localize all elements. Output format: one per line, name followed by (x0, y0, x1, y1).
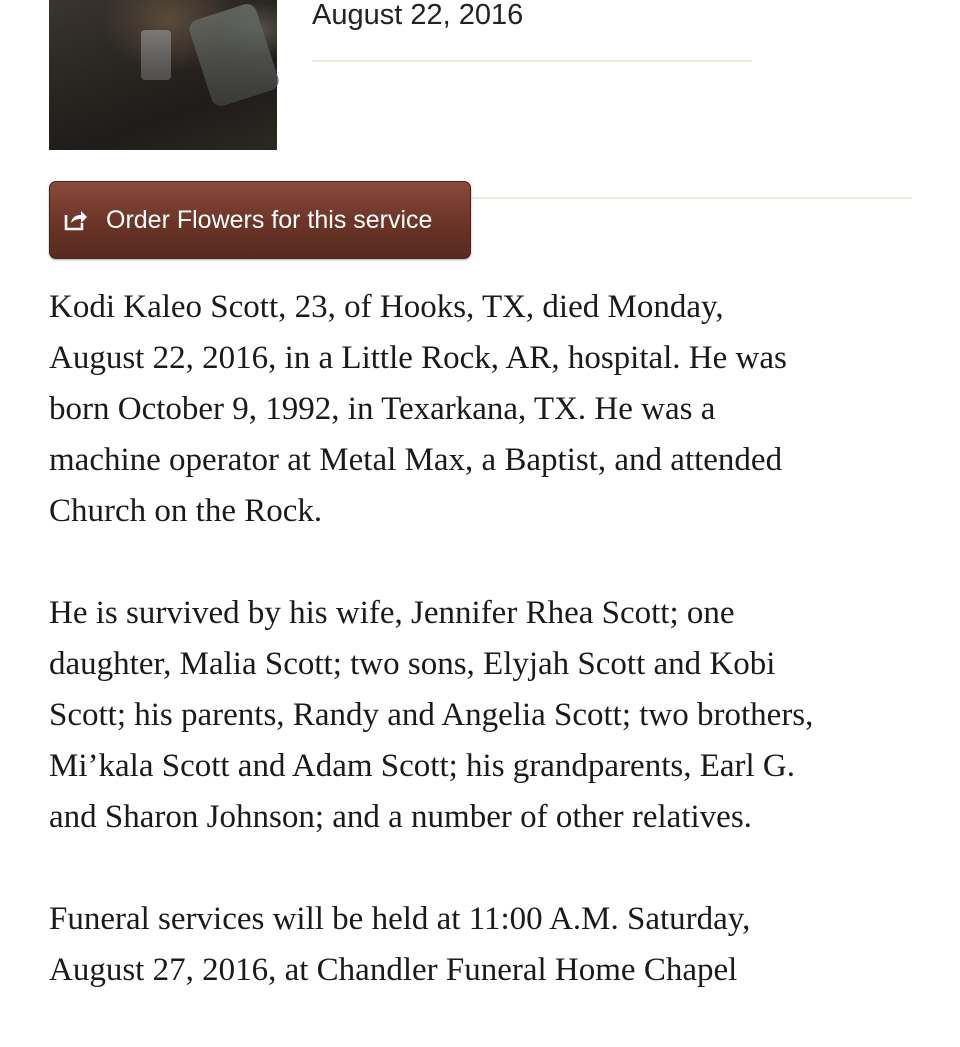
photo-detail (187, 1, 281, 108)
obituary-paragraph: Funeral services will be held at 11:00 A.M. Saturday, August 27, 2016, at Chandler Funeral Home Chapel (49, 901, 751, 988)
date-of-death: August 22, 2016 (312, 0, 524, 31)
obituary-paragraph: Kodi Kaleo Scott, 23, of Hooks, TX, died Monday, August 22, 2016, in a Little Rock, AR, hospital. He was born October 9, 1992, in Texarkana, TX. He was a machine operator at Metal Max, a Baptist, and attended Church on the Rock. (49, 289, 787, 529)
obituary-text (49, 282, 929, 1047)
order-flowers-button[interactable] (49, 181, 471, 259)
photo-detail (141, 30, 171, 80)
share-arrow-icon (62, 206, 90, 234)
divider (470, 197, 912, 199)
order-flowers-label: Order Flowers for this service (106, 205, 433, 234)
portrait-photo (49, 0, 277, 150)
divider (312, 60, 752, 62)
obituary-paragraph: He is survived by his wife, Jennifer Rhea Scott; one daughter, Malia Scott; two sons, Elyjah Scott and Kobi Scott; his parents, Randy and Angelia Scott; two brothers, Mi’kala Scott and Adam Scott; his grandparents, Earl G. and Sharon Johnson; and a number of other relatives. (49, 595, 814, 835)
